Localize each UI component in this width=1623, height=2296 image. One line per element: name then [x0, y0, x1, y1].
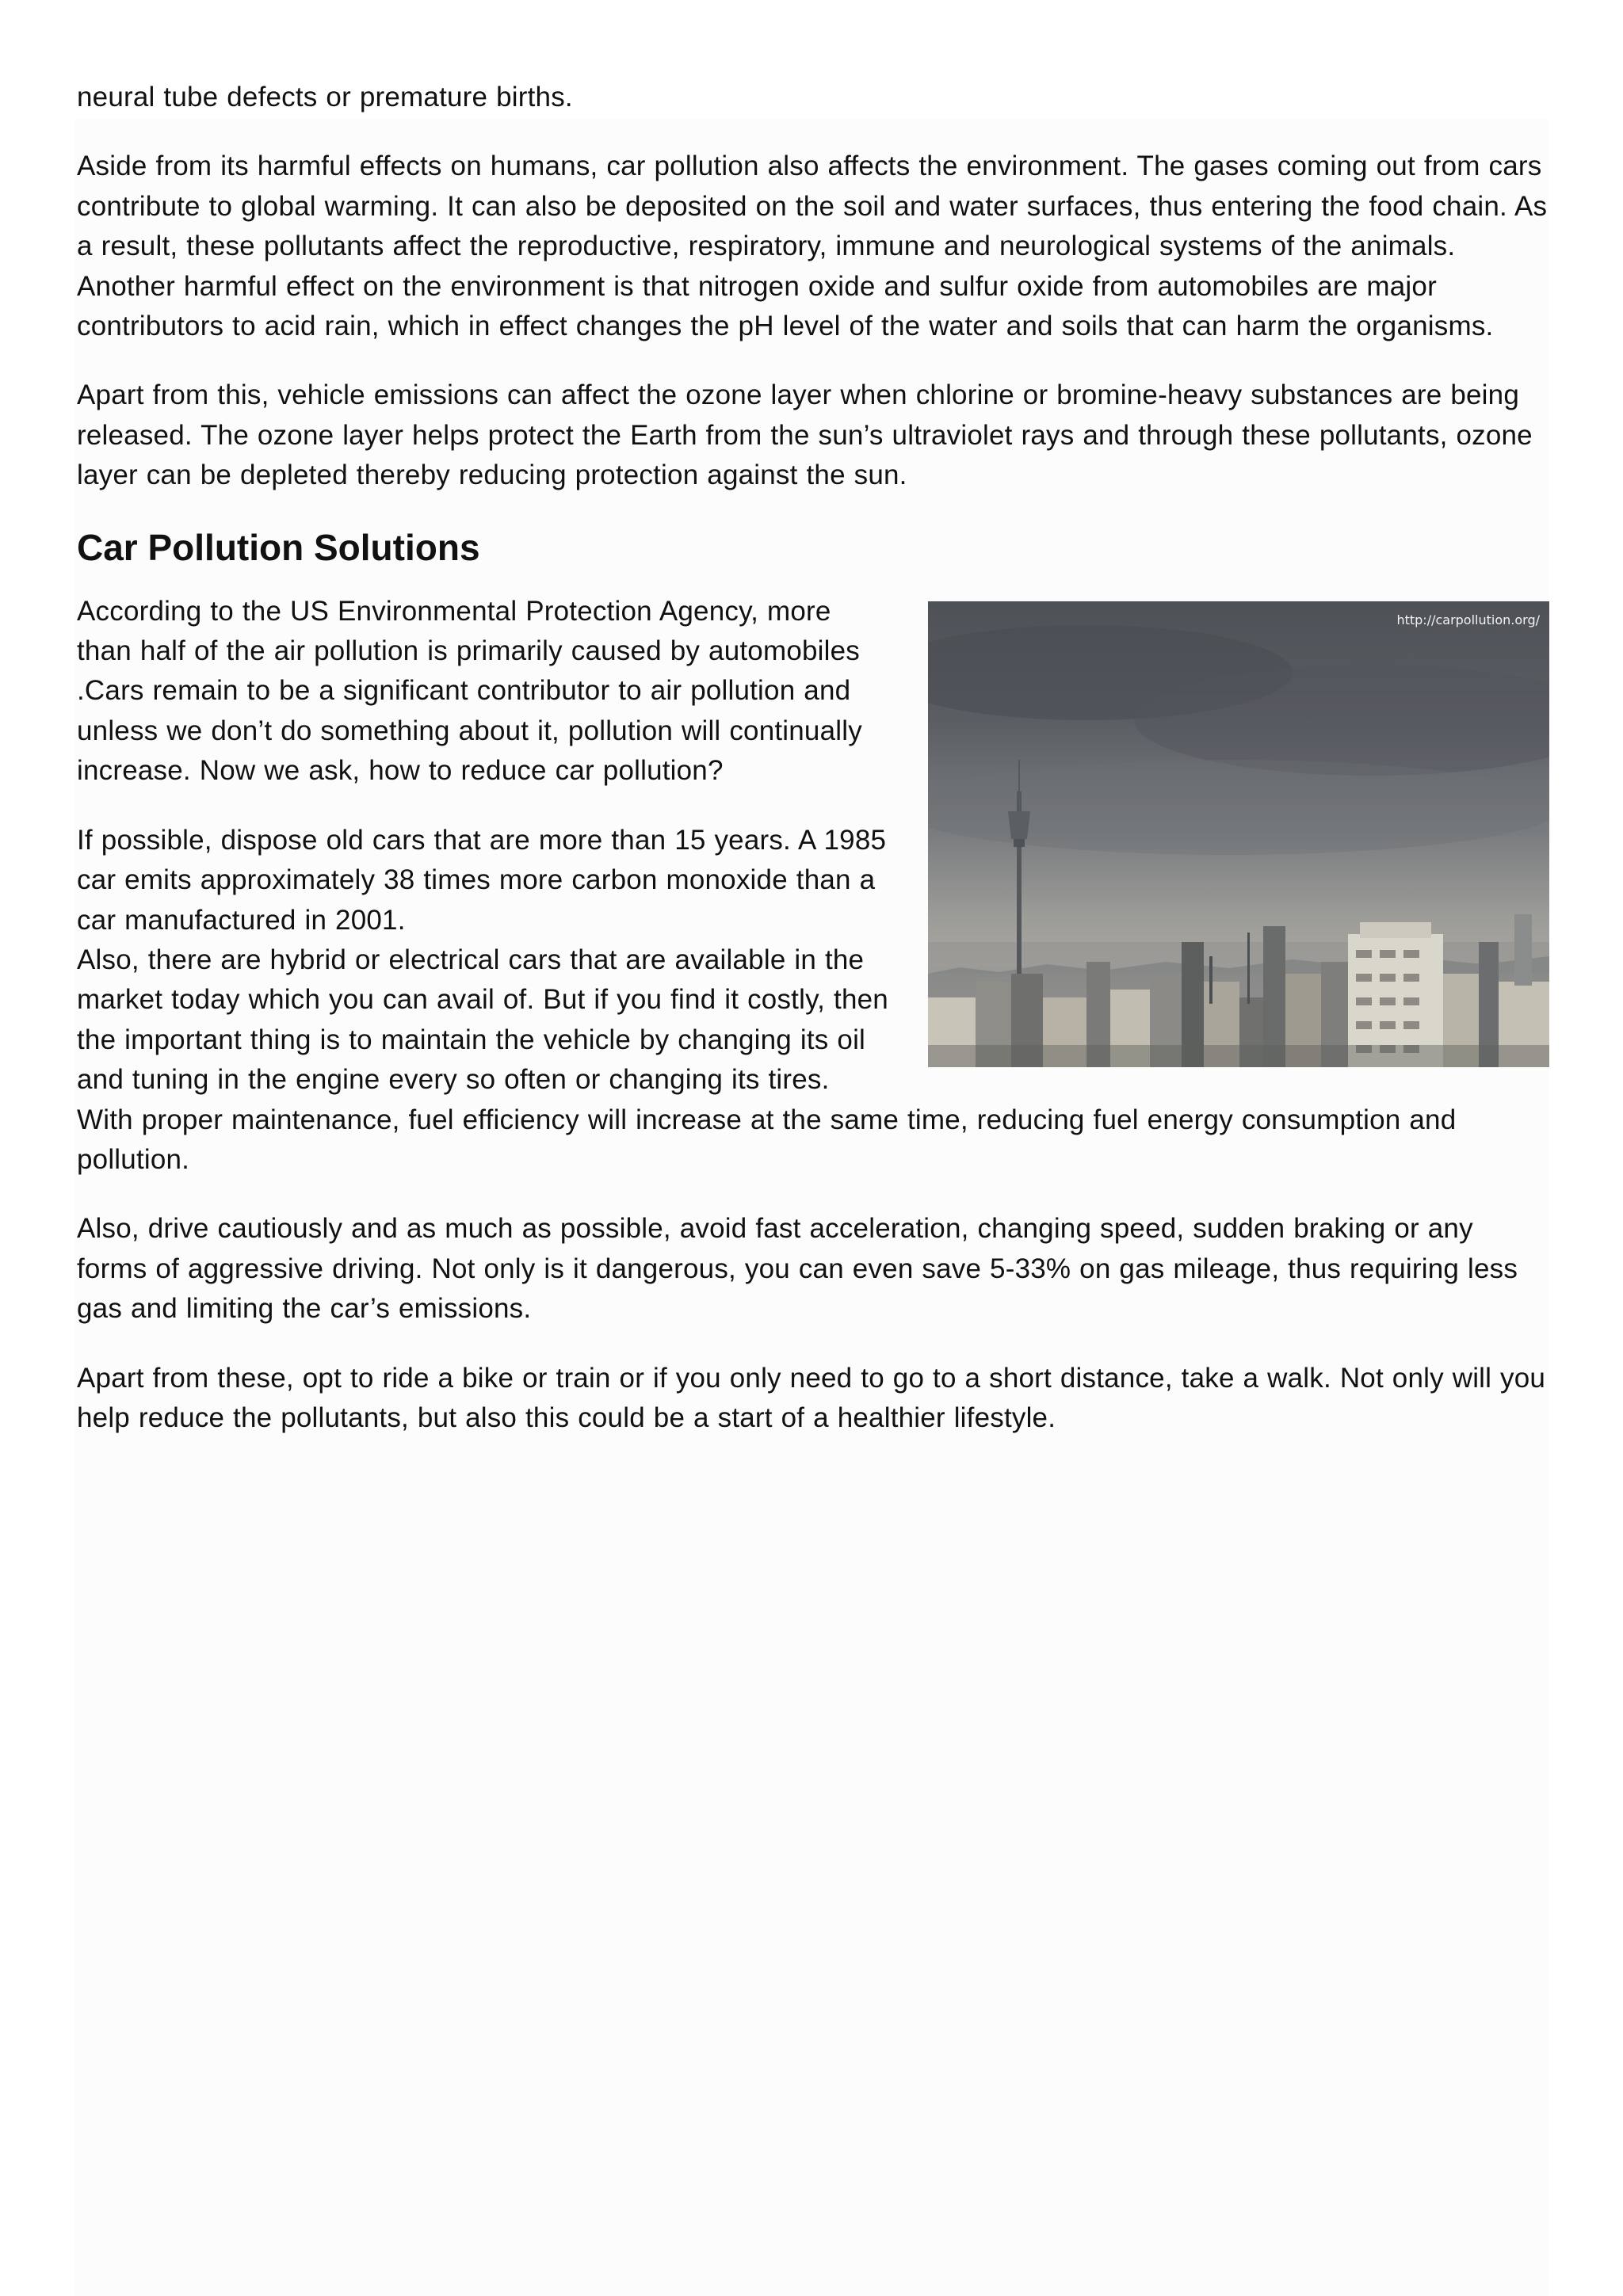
paragraph-intro-tail: neural tube defects or premature births.	[77, 82, 573, 113]
paragraph-dispose: If possible, dispose old cars that are more than 15 years. A 1985 car emits approximately 38 times more carbon monoxide than a car manufactured in 2001.	[77, 824, 887, 936]
article-body	[77, 78, 1549, 1467]
paragraph-driving: Also, drive cautiously and as much as possible, avoid fast acceleration, changing speed, sudden braking or any forms of aggressive driving. Not only is it dangerous, you can even save 5-33% on gas mileage, thus requiring less gas and limiting the car’s emissions.	[77, 1213, 1518, 1325]
paragraph-ozone: Apart from this, vehicle emissions can affect the ozone layer when chlorine or bromine-heavy substances are being released. The ozone layer helps protect the Earth from the sun’s ultraviolet rays and through these pollutants, ozone layer can be depleted thereby reducing protection against the sun.	[77, 379, 1533, 491]
paragraph-environment: Aside from its harmful effects on humans, car pollution also affects the environment. The gases coming out from cars contribute to global warming. It can also be deposited on the soil and water surfaces, thus entering the food chain. As a result, these pollutants affect the reproductive, respiratory, immune and neurological systems of the animals. Another harmful effect on the environment is that nitrogen oxide and sulfur oxide from automobiles are major contributors to acid rain, which in effect changes the pH level of the water and soils that can harm the organisms.	[77, 151, 1548, 342]
paragraph-hybrid: Also, there are hybrid or electrical cars that are available in the market today which you can avail of. But if you find it costly, then the important thing is to maintain the vehicle by changing its oil and tuning in the engine every so often or changing its tires. With proper maintenance, fuel efficiency will increase at the same time, reducing fuel energy consumption and pollution.	[77, 944, 1457, 1175]
city-smog-photo	[928, 601, 1549, 1067]
section-heading: Car Pollution Solutions	[77, 526, 480, 568]
image-watermark: http://carpollution.org/	[1396, 612, 1540, 627]
paragraph-alternatives: Apart from these, opt to ride a bike or train or if you only need to go to a short distance, take a walk. Not only will you help reduce the pollutants, but also this could be a start of a healthier lifestyle.	[77, 1362, 1546, 1433]
paragraph-epa: According to the US Environmental Protection Agency, more than half of the air pollution is primarily caused by automobiles .Cars remain to be a significant contributor to air pollution and unless we don’t do something about it, pollution will continually increase. Now we ask, how to reduce car pollution?	[77, 595, 862, 787]
